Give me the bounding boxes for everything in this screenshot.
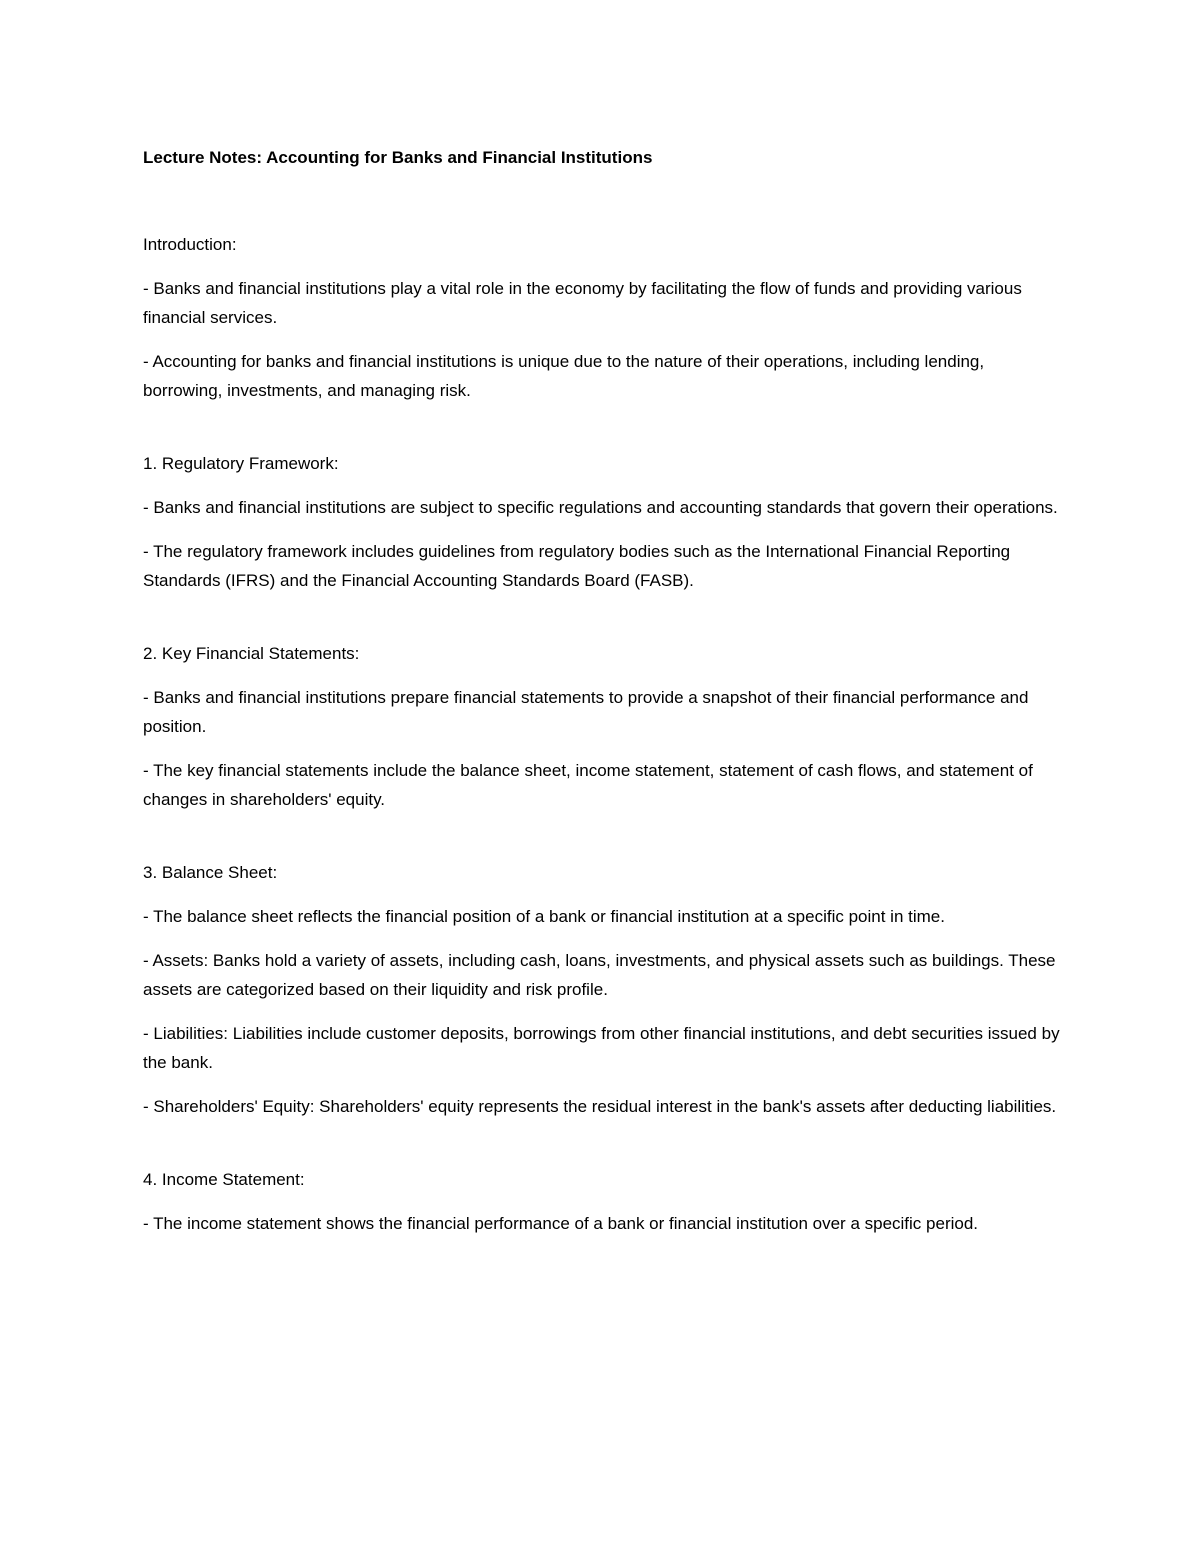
paragraph: - Banks and financial institutions play a vital role in the economy by facilitating the flow of funds and providing various financial services. bbox=[143, 279, 1022, 327]
paragraph: - The income statement shows the financial performance of a bank or financial institution over a specific period. bbox=[143, 1214, 979, 1233]
paragraph: - Banks and financial institutions are subject to specific regulations and accounting standards that govern their operations. bbox=[143, 498, 1058, 517]
section-heading: 2. Key Financial Statements: bbox=[143, 644, 360, 663]
section-heading: Introduction: bbox=[143, 235, 237, 254]
spacer bbox=[143, 172, 1068, 230]
document-page bbox=[143, 143, 1068, 1238]
document-title: Lecture Notes: Accounting for Banks and Financial Institutions bbox=[143, 148, 653, 167]
section-balance-sheet bbox=[143, 858, 1068, 1121]
paragraph: - Assets: Banks hold a variety of assets, including cash, loans, investments, and physical assets such as buildings. These assets are categorized based on their liquidity and risk profile. bbox=[143, 951, 1056, 999]
paragraph: - Liabilities: Liabilities include customer deposits, borrowings from other financial institutions, and debt securities issued by the bank. bbox=[143, 1024, 1060, 1072]
paragraph: - Accounting for banks and financial institutions is unique due to the nature of their operations, including lending, borrowing, investments, and managing risk. bbox=[143, 352, 985, 400]
section-key-financial-statements bbox=[143, 639, 1068, 814]
section-heading: 3. Balance Sheet: bbox=[143, 863, 278, 882]
paragraph: - The regulatory framework includes guidelines from regulatory bodies such as the International Financial Reporting Standards (IFRS) and the Financial Accounting Standards Board (FASB). bbox=[143, 542, 1011, 590]
section-heading: 4. Income Statement: bbox=[143, 1170, 305, 1189]
paragraph: - Banks and financial institutions prepare financial statements to provide a snapshot of their financial performance and position. bbox=[143, 688, 1029, 736]
section-introduction bbox=[143, 230, 1068, 405]
paragraph: - The key financial statements include the balance sheet, income statement, statement of cash flows, and statement of changes in shareholders' equity. bbox=[143, 761, 1033, 809]
section-income-statement bbox=[143, 1165, 1068, 1238]
paragraph: - Shareholders' Equity: Shareholders' equity represents the residual interest in the bank's assets after deducting liabilities. bbox=[143, 1097, 1057, 1116]
section-heading: 1. Regulatory Framework: bbox=[143, 454, 339, 473]
section-regulatory-framework bbox=[143, 449, 1068, 595]
paragraph: - The balance sheet reflects the financial position of a bank or financial institution at a specific point in time. bbox=[143, 907, 945, 926]
